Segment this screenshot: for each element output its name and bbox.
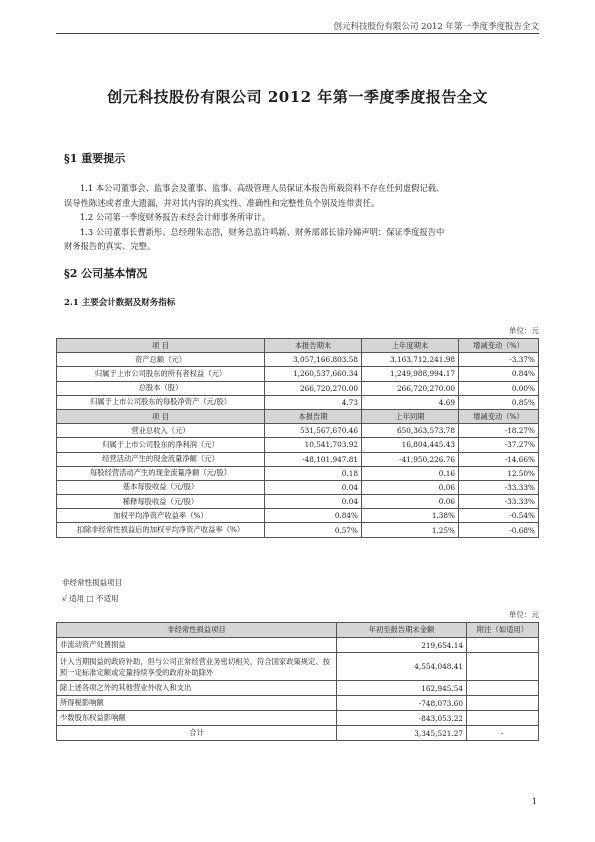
- change-percent: -14.66%: [459, 452, 539, 466]
- table-row: [57, 424, 539, 438]
- change-percent: -33.33%: [459, 495, 539, 509]
- current-value: 0.04: [265, 495, 362, 509]
- current-value: 10,541,703.92: [265, 438, 362, 452]
- note: [467, 681, 539, 696]
- item-name: 少数股东权益影响额: [57, 711, 337, 726]
- table-row: [57, 367, 539, 381]
- amount: 162,945.54: [337, 681, 467, 696]
- table-row: [57, 711, 539, 726]
- item-name: 除上述各项之外的其他营业外收入和支出: [57, 681, 337, 696]
- subsection-heading: 2.1 主要会计数据及财务指标: [64, 298, 176, 308]
- row-label: 加权平均净资产收益率（%）: [57, 509, 265, 523]
- p3-line2: 财务报告的真实、完整。: [64, 241, 156, 251]
- previous-value: 1.25%: [362, 523, 459, 537]
- table-header-row: [57, 339, 539, 353]
- header-period: 本报告期: [265, 409, 362, 423]
- header-change: 增减变动（%）: [459, 339, 539, 353]
- table-row: [57, 523, 539, 537]
- previous-value: 650,363,573.78: [362, 424, 459, 438]
- header-item: 项 目: [57, 339, 265, 353]
- header-rule: [56, 33, 539, 34]
- header-item: 非经常性损益项目: [57, 623, 337, 638]
- row-label: 归属于上市公司股东的每股净资产（元/股）: [57, 395, 265, 409]
- note: [467, 638, 539, 653]
- row-label: 营业总收入（元）: [57, 424, 265, 438]
- table-row: [57, 452, 539, 466]
- amount: -843,053.22: [337, 711, 467, 726]
- total-amount: 3,345,521.27: [337, 726, 467, 741]
- table-row: [57, 495, 539, 509]
- item-name: 计入当期损益的政府补助，但与公司正常经营业务密切相关，符合国家政策规定、按照一定标准定额或定量持续享受的政府补助除外: [57, 653, 337, 681]
- change-percent: -3.37%: [459, 353, 539, 367]
- item-name: 所得税影响额: [57, 696, 337, 711]
- row-label: 稀释每股收益（元/股）: [57, 495, 265, 509]
- previous-value: 16,804,445.43: [362, 438, 459, 452]
- current-value: 531,567,670.46: [265, 424, 362, 438]
- previous-value: 0.16: [362, 466, 459, 480]
- financial-indicators-body: [57, 339, 539, 538]
- row-label: 资产总额（元）: [57, 353, 265, 367]
- section1-heading: §1 重要提示: [64, 152, 126, 165]
- amount: 219,654.14: [337, 638, 467, 653]
- current-value: 1,260,537,660.34: [265, 367, 362, 381]
- nonrecurring-body: [57, 623, 539, 741]
- section1-paragraph-1: [64, 181, 544, 254]
- change-percent: -0.54%: [459, 509, 539, 523]
- previous-value: 1,249,988,994.17: [362, 367, 459, 381]
- current-value: 0.57%: [265, 523, 362, 537]
- row-label: 归属于上市公司股东的所有者权益（元）: [57, 367, 265, 381]
- note: [467, 653, 539, 681]
- change-percent: 0.00%: [459, 381, 539, 395]
- previous-value: 266,720,270.00: [362, 381, 459, 395]
- note: [467, 711, 539, 726]
- p1-line1: 1.1 本公司董事会、监事会及董事、监事、高级管理人员保证本报告所载资料不存在任何虚假记载、: [80, 183, 445, 193]
- running-header: 创元科技股份有限公司 2012 年第一季度季度报告全文: [333, 22, 539, 32]
- total-row: [57, 726, 539, 741]
- table-row: [57, 696, 539, 711]
- table-row: [57, 438, 539, 452]
- financial-indicators-table: [56, 338, 539, 538]
- table-row: [57, 653, 539, 681]
- unit-label-2: 单位：元: [509, 610, 539, 619]
- row-label: 每股经营活动产生的现金流量净额（元/股）: [57, 466, 265, 480]
- row-label: 归属于上市公司股东的净利润（元）: [57, 438, 265, 452]
- total-note: -: [467, 726, 539, 741]
- table-row: [57, 509, 539, 523]
- table-row: [57, 381, 539, 395]
- change-percent: -0.68%: [459, 523, 539, 537]
- header-prior-period: 上年同期: [362, 409, 459, 423]
- current-value: 266,720,270.00: [265, 381, 362, 395]
- table-header-row: [57, 623, 539, 638]
- section2-heading: §2 公司基本情况: [64, 267, 148, 280]
- table-row: [57, 638, 539, 653]
- table-row: [57, 681, 539, 696]
- unit-label: 单位：元: [509, 326, 539, 335]
- amount: -748,073.60: [337, 696, 467, 711]
- page-number: 1: [531, 797, 537, 806]
- page-title: 创元科技股份有限公司 2012 年第一季度季度报告全文: [107, 88, 488, 106]
- table-row: [57, 466, 539, 480]
- table-row: [57, 480, 539, 494]
- table-row: [57, 395, 539, 409]
- item-name: 非流动资产处置损益: [57, 638, 337, 653]
- current-value: 4.73: [265, 395, 362, 409]
- header-item: 项 目: [57, 409, 265, 423]
- nonrecurring-table: [56, 622, 539, 741]
- row-label: 基本每股收益（元/股）: [57, 480, 265, 494]
- previous-value: 0.06: [362, 495, 459, 509]
- nonrecurring-label: 非经常性损益项目: [62, 578, 122, 587]
- p3-line1: 1.3 公司董事长曹新彤、总经理朱志浩，财务总监许鸣新、财务部部长徐玲娣声明：保证季度报告中: [80, 226, 445, 237]
- previous-value: -41,950,226.76: [362, 452, 459, 466]
- change-percent: -33.33%: [459, 480, 539, 494]
- amount: 4,554,048.41: [337, 653, 467, 681]
- p2-line: 1.2 公司第一季度财务报告未经会计师事务所审计。: [80, 212, 271, 222]
- note: [467, 696, 539, 711]
- previous-value: 4.69: [362, 395, 459, 409]
- table-header-row: [57, 409, 539, 423]
- change-percent: 0.85%: [459, 395, 539, 409]
- current-value: 0.18: [265, 466, 362, 480]
- current-value: 0.84%: [265, 509, 362, 523]
- header-period-end: 本报告期末: [265, 339, 362, 353]
- change-percent: 12.50%: [459, 466, 539, 480]
- row-label: 扣除非经常性损益后的加权平均净资产收益率（%）: [57, 523, 265, 537]
- header-note: 附注（如适用）: [467, 623, 539, 638]
- change-percent: 0.84%: [459, 367, 539, 381]
- previous-value: 0.06: [362, 480, 459, 494]
- applicable-checkbox-row: √ 适用 □ 不适用: [62, 594, 119, 603]
- current-value: 3,057,166,803.58: [265, 353, 362, 367]
- change-percent: -37.27%: [459, 438, 539, 452]
- row-label: 经营活动产生的现金流量净额（元）: [57, 452, 265, 466]
- previous-value: 3,163,712,241.98: [362, 353, 459, 367]
- row-label: 总股本（股）: [57, 381, 265, 395]
- current-value: 0.04: [265, 480, 362, 494]
- header-amount: 年初至报告期末金额: [337, 623, 467, 638]
- header-change: 增减变动（%）: [459, 409, 539, 423]
- p1-line2: 误导性陈述或者重大遗漏，并对其内容的真实性、准确性和完整性负个别及连带责任。: [64, 197, 380, 208]
- current-value: -48,101,947.81: [265, 452, 362, 466]
- change-percent: -18.27%: [459, 424, 539, 438]
- table-row: [57, 353, 539, 367]
- total-label: 合计: [57, 726, 337, 741]
- header-prior-year-end: 上年度期末: [362, 339, 459, 353]
- previous-value: 1.38%: [362, 509, 459, 523]
